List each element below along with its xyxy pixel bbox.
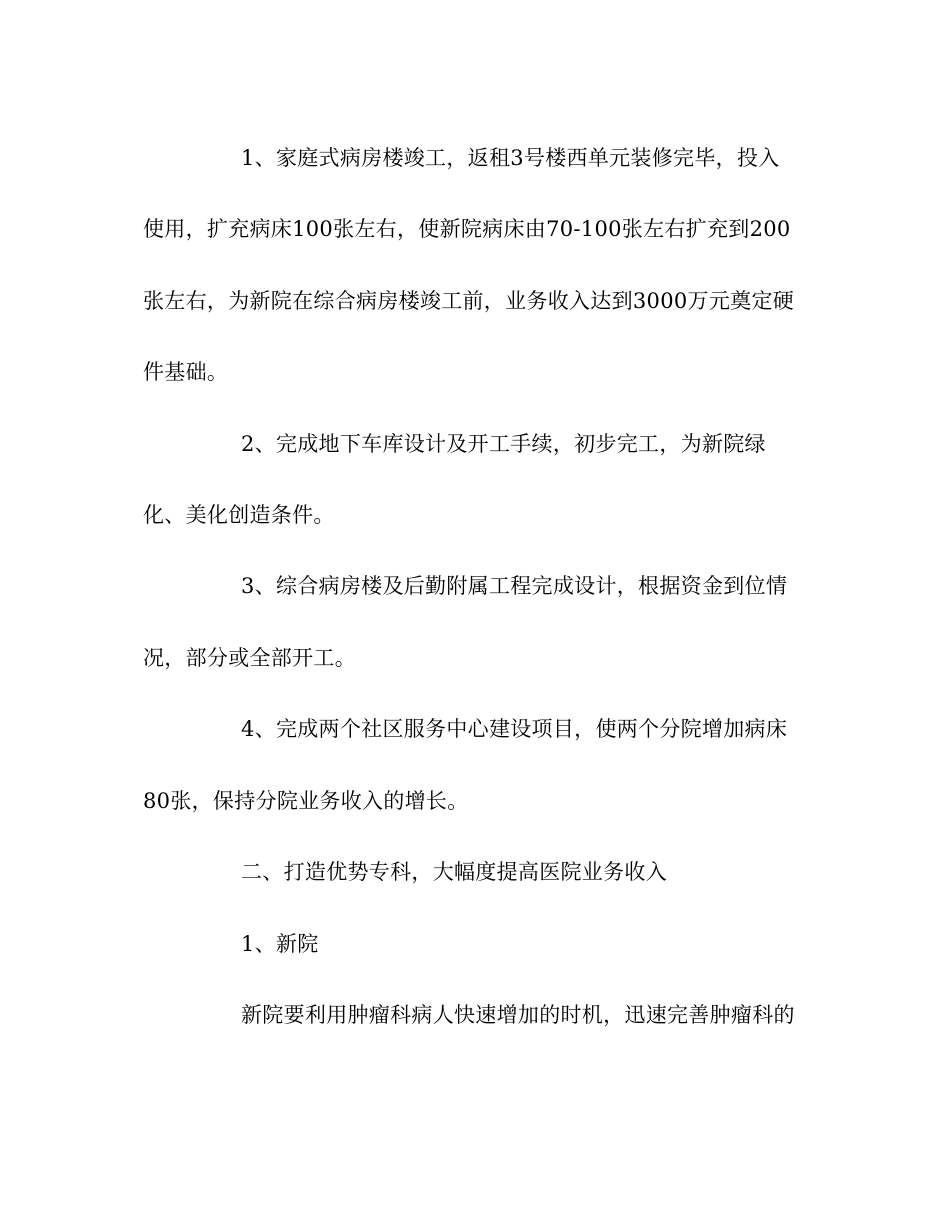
item-2-line-1: 2、完成地下车库设计及开工手续，初步完工，为新院绿: [241, 432, 766, 456]
paragraph-line: 新院要利用肿瘤科病人快速增加的时机，迅速完善肿瘤科的: [241, 1003, 795, 1027]
item-1-line-3: 张左右，为新院在综合病房楼竣工前，业务收入达到3000万元奠定硬: [143, 289, 795, 313]
item-1-line-4: 件基础。: [143, 360, 229, 384]
item-3-line-1: 3、综合病房楼及后勤附属工程完成设计，根据资金到位情: [241, 574, 788, 598]
section-heading: 二、打造优势专科，大幅度提高医院业务收入: [241, 860, 667, 884]
item-3-line-2: 况，部分或全部开工。: [143, 646, 356, 670]
subsection-heading: 1、新院: [241, 932, 319, 956]
item-1-line-1: 1、家庭式病房楼竣工，返租3号楼西单元装修完毕，投入: [241, 146, 780, 170]
item-4-line-2: 80张，保持分院业务收入的增长。: [143, 789, 469, 813]
item-1-line-2: 使用，扩充病床100张左右，使新院病床由70-100张左右扩充到200: [143, 217, 791, 241]
item-2-line-2: 化、美化创造条件。: [143, 503, 335, 527]
item-4-line-1: 4、完成两个社区服务中心建设项目，使两个分院增加病床: [241, 717, 788, 741]
